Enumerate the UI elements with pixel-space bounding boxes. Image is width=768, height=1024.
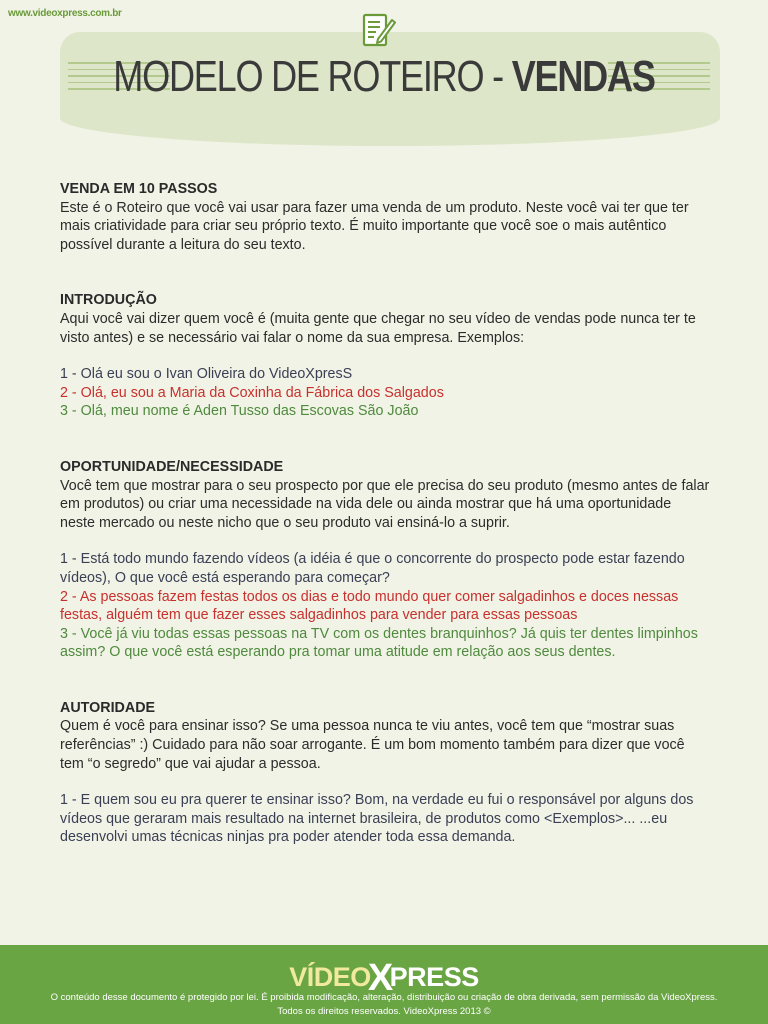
section-text-venda: Este é o Roteiro que você vai usar para fazer uma venda de um produto. Neste você vai ter que ter mais criatividade para criar seu próprio texto. É muito importante que você soe o mais autêntico possível durante a leitura do seu texto. <box>60 199 689 253</box>
example-item: 1 - Olá eu sou o Ivan Oliveira do VideoXpresS <box>60 366 353 383</box>
section-text-oportunidade: Você tem que mostrar para o seu prospecto por que ele precisa do seu produto (mesmo antes de falar em produtos) ou criar uma necessidade na vida dele ou ainda mostrar que há uma oportunidade neste mercado ou neste nicho que o seu produto vai ensiná-lo a suprir. <box>60 477 710 531</box>
example-item: 2 - Olá, eu sou a Maria da Coxinha da Fábrica dos Salgados <box>60 384 444 401</box>
copyright-line-1: O conteúdo desse documento é protegido por lei. É proibida modificação, alteração, distribuição ou criação de obra derivada, sem permissão da VideoXpress. <box>50 992 718 1003</box>
section-title-autoridade: AUTORIDADE <box>60 699 156 716</box>
document-body <box>60 180 710 847</box>
example-item: 3 - Olá, meu nome é Aden Tusso das Escovas São João <box>60 403 419 420</box>
example-item: 1 - Está todo mundo fazendo vídeos (a idéia é que o concorrente do prospecto pode estar fazendo vídeos), O que você está esperando para começar? <box>60 551 685 586</box>
section-text-autoridade: Quem é você para ensinar isso? Se uma pessoa nunca te viu antes, você tem que “mostrar suas referências” :) Cuidado para não soar arrogante. É um bom momento também para dizer que você tem “o segredo” que vai ajudar a pessoa. <box>60 718 685 772</box>
page-title-bold: VENDAS <box>511 52 655 101</box>
example-item: 3 - Você já viu todas essas pessoas na TV com os dentes branquinhos? Já quis ter dentes limpinhos assim? O que você está esperando pra tomar uma atitude em relação aos seus dentes. <box>60 625 698 661</box>
copyright-line-2: Todos os direitos reservados. VideoXpress 2013 © <box>277 1006 491 1017</box>
logo-part-x: X <box>367 957 393 999</box>
example-item: 1 - E quem sou eu pra querer te ensinar isso? Bom, na verdade eu fui o responsável por alguns dos vídeos que geraram mais resultado na internet brasileira, de produtos como <Exemplos>... ...eu desenvolvi umas técnicas ninjas pra poder atender toda essa demanda. <box>60 792 694 846</box>
document-pencil-icon <box>361 12 397 50</box>
copyright-notice <box>0 991 768 1019</box>
page-title-regular: MODELO DE ROTEIRO - <box>113 52 512 101</box>
section-title-introducao: INTRODUÇÃO <box>60 292 157 309</box>
section-title-venda: VENDA EM 10 PASSOS <box>60 181 218 197</box>
example-item: 2 - As pessoas fazem festas todos os dias e todo mundo quer comer salgadinhos e doces nessas festas, alguém tem que fazer esses salgadinhos para vender para essas pessoas <box>60 588 679 624</box>
section-text-introducao: Aqui você vai dizer quem você é (muita gente que chegar no seu vídeo de vendas pode nunca ter te visto antes) e se necessário vai falar o nome da sua empresa. Exemplos: <box>60 310 696 346</box>
footer <box>0 945 768 1024</box>
section-title-oportunidade: OPORTUNIDADE/NECESSIDADE <box>60 458 284 475</box>
logo-part-video: VÍDEO <box>289 962 371 992</box>
page-title <box>69 52 699 102</box>
logo-part-press: PRESS <box>389 962 479 992</box>
site-url[interactable]: www.videoxpress.com.br <box>8 8 122 19</box>
